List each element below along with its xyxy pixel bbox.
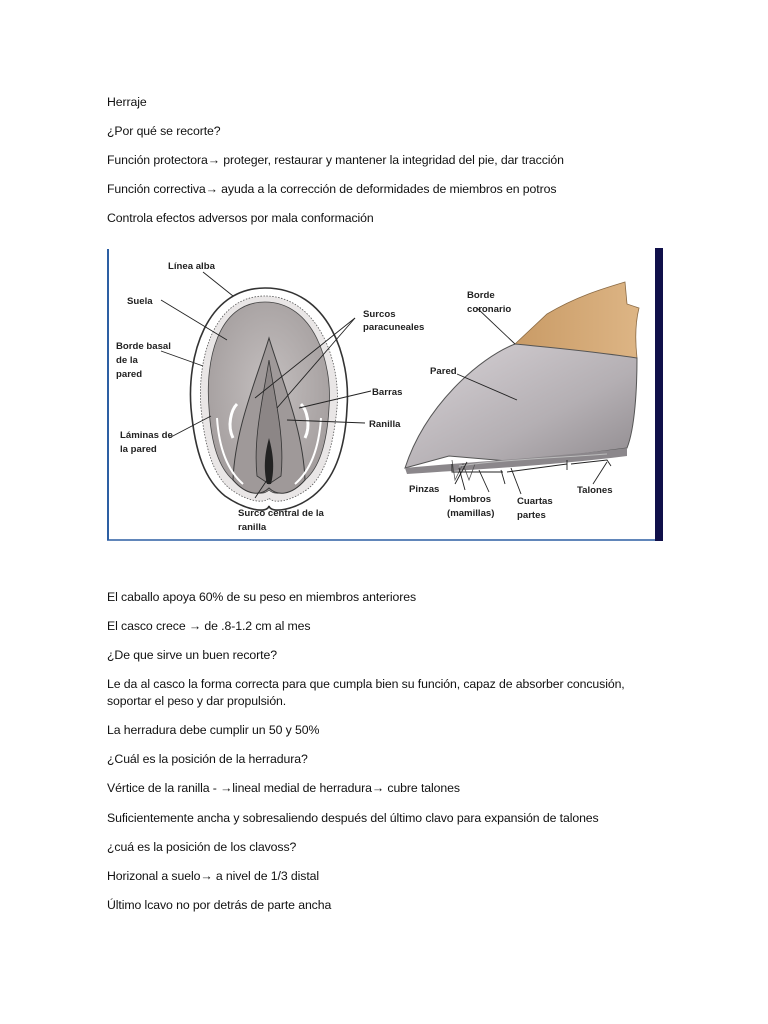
- horizonal-suelo: Horizonal a suelo→ a nivel de 1/3 distal: [107, 869, 320, 883]
- casco-crece: El casco crece → de .8-1.2 cm al mes: [107, 619, 311, 633]
- vertice-ranilla: Vértice de la ranilla - →lineal medial de herradura→ cubre talones: [107, 781, 460, 795]
- question-posicion-herradura: ¿Cuál es la posición de la herradura?: [107, 752, 308, 766]
- label-suela: Suela: [127, 296, 153, 307]
- suficientemente-ancha: Suficientemente ancha y sobresaliendo después del último clavo para expansión de talones: [107, 811, 599, 825]
- figure-right-bar: [655, 248, 663, 541]
- label-surcos-1: Surcos: [363, 309, 396, 320]
- label-ranilla: Ranilla: [369, 419, 401, 430]
- funcion-correctiva: Función correctiva→ ayuda a la corrección de deformidades de miembros en potros: [107, 182, 557, 196]
- label-laminas-1: Láminas de: [120, 430, 173, 441]
- controla-efectos: Controla efectos adversos por mala conformación: [107, 211, 374, 225]
- label-talones: Talones: [577, 485, 613, 496]
- label-laminas-2: la pared: [120, 444, 157, 455]
- question-posicion-clavos: ¿cuá es la posición de los clavoss?: [107, 840, 297, 854]
- question-buen-recorte: ¿De que sirve un buen recorte?: [107, 648, 277, 662]
- doc-title: Herraje: [107, 95, 147, 109]
- label-linea-alba: Línea alba: [168, 261, 215, 272]
- hoof-anatomy-figure: [107, 248, 663, 541]
- label-pared: Pared: [430, 366, 457, 377]
- label-borde-coronario-2: coronario: [467, 304, 512, 315]
- ultimo-clavo: Último lcavo no por detrás de parte ancha: [107, 898, 332, 912]
- label-barras: Barras: [372, 387, 403, 398]
- funcion-protectora: Función protectora→ proteger, restaurar y mantener la integridad del pie, dar tracción: [107, 153, 564, 167]
- label-surco-central-2: ranilla: [238, 522, 267, 533]
- label-borde-basal-3: pared: [116, 369, 143, 380]
- hoof-sole-drawing: [190, 288, 347, 510]
- forma-correcta: Le da al casco la forma correcta para que cumpla bien su función, capaz de absorber concusión, soportar el peso y dar propulsión.: [107, 677, 625, 708]
- herradura-50-50: La herradura debe cumplir un 50 y 50%: [107, 723, 320, 737]
- peso-miembros: El caballo apoya 60% de su peso en miembros anteriores: [107, 590, 417, 604]
- label-hombros-2: (mamillas): [447, 508, 495, 519]
- label-borde-basal-2: de la: [116, 355, 138, 366]
- label-borde-coronario-1: Borde: [467, 290, 495, 301]
- label-hombros-1: Hombros: [449, 494, 492, 505]
- label-pinzas: Pinzas: [409, 484, 440, 495]
- label-cuartas-2: partes: [517, 510, 546, 521]
- label-surcos-2: paracuneales: [363, 322, 425, 333]
- label-borde-basal-1: Borde basal: [116, 341, 171, 352]
- question-recorte: ¿Por qué se recorte?: [107, 124, 221, 138]
- label-surco-central-1: Surco central de la: [238, 508, 324, 519]
- label-cuartas-1: Cuartas: [517, 496, 553, 507]
